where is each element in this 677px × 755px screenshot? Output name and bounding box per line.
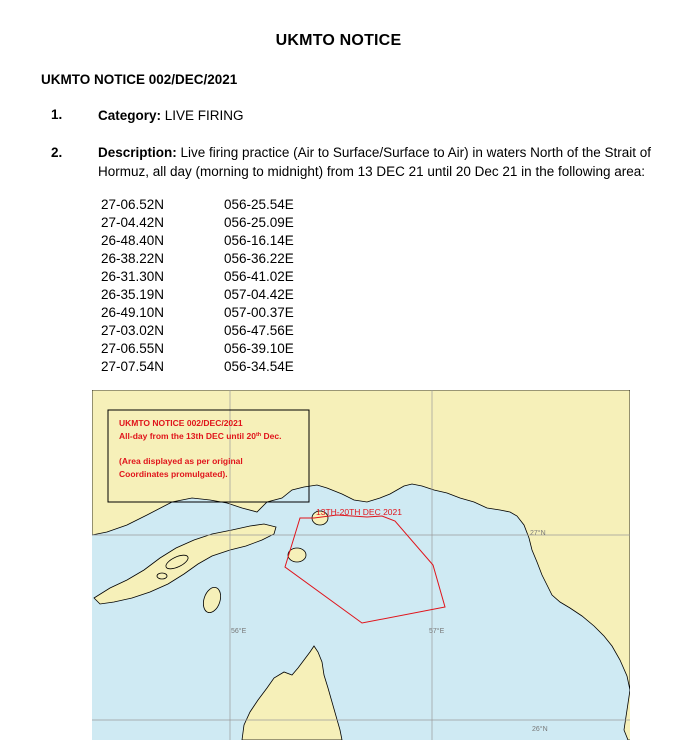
coordinate-lon: 056-16.14E xyxy=(224,233,294,248)
coordinate-lat: 26-38.22N xyxy=(101,251,165,266)
coordinate-lat: 26-31.30N xyxy=(101,269,165,284)
grid-label-56e: 56°E xyxy=(231,628,247,635)
coordinate-lat: 27-04.42N xyxy=(101,215,165,230)
description-label: Description: xyxy=(98,145,177,160)
coordinate-lat: 26-35.19N xyxy=(101,287,165,302)
coordinate-lat: 26-49.10N xyxy=(101,305,165,320)
coordinates-table xyxy=(101,196,294,376)
coordinate-lon: 056-25.54E xyxy=(224,197,294,212)
grid-label-57e: 57°E xyxy=(429,628,445,635)
coordinate-lon: 056-39.10E xyxy=(224,341,294,356)
coordinate-lon: 057-00.37E xyxy=(224,305,294,320)
page-title: UKMTO NOTICE xyxy=(275,32,402,49)
coordinate-lon: 056-47.56E xyxy=(224,323,294,338)
map-svg xyxy=(92,390,630,740)
coordinate-row xyxy=(101,250,294,268)
coordinate-lon: 057-04.42E xyxy=(224,287,294,302)
coordinate-lat: 27-07.54N xyxy=(101,359,165,374)
category-label: Category: xyxy=(98,108,162,123)
category-value: LIVE FIRING xyxy=(164,108,244,123)
coordinate-lon: 056-34.54E xyxy=(224,359,294,374)
coordinate-row xyxy=(101,196,294,214)
item-number-1: 1. xyxy=(51,107,63,122)
description-item xyxy=(98,143,658,181)
notice-reference: UKMTO NOTICE 002/DEC/2021 xyxy=(41,72,238,87)
coordinate-row xyxy=(101,232,294,250)
coordinate-row xyxy=(101,340,294,358)
firing-area-label: 13TH-20TH DEC 2021 xyxy=(316,507,402,517)
coordinate-row xyxy=(101,358,294,376)
description-text: Live firing practice (Air to Surface/Surface to Air) in waters North of the Strait of Hormuz, all day (morning to midnight) from 13 DEC 21 until 20 Dec 21 in the following area: xyxy=(98,145,651,179)
area-map xyxy=(92,390,630,740)
coordinate-lat: 27-06.52N xyxy=(101,197,165,212)
legend-line-2-suffix: Dec. xyxy=(261,431,282,441)
coordinate-lat: 26-48.40N xyxy=(101,233,165,248)
category-item xyxy=(98,106,658,125)
coordinate-row xyxy=(101,214,294,232)
coordinate-lat: 27-03.02N xyxy=(101,323,165,338)
coordinate-lon: 056-36.22E xyxy=(224,251,294,266)
legend-line-2-text: All-day from the 13th DEC until 20 xyxy=(119,431,256,441)
coordinate-lon: 056-41.02E xyxy=(224,269,294,284)
coordinate-lon: 056-25.09E xyxy=(224,215,294,230)
legend-line-2-sup: th xyxy=(255,432,262,438)
grid-label-27n: 27°N xyxy=(530,530,546,537)
coordinate-row xyxy=(101,304,294,322)
legend-line-4: Coordinates promulgated). xyxy=(119,469,228,479)
island-tiny xyxy=(157,573,167,579)
legend-line-3: (Area displayed as per original xyxy=(119,456,243,466)
coordinate-lat: 27-06.55N xyxy=(101,341,165,356)
legend-line-1: UKMTO NOTICE 002/DEC/2021 xyxy=(119,418,243,428)
coordinate-row xyxy=(101,322,294,340)
item-number-2: 2. xyxy=(51,145,63,160)
island-hormuz xyxy=(288,548,306,562)
grid-label-26n: 26°N xyxy=(532,726,548,733)
coordinate-row xyxy=(101,286,294,304)
coordinate-row xyxy=(101,268,294,286)
